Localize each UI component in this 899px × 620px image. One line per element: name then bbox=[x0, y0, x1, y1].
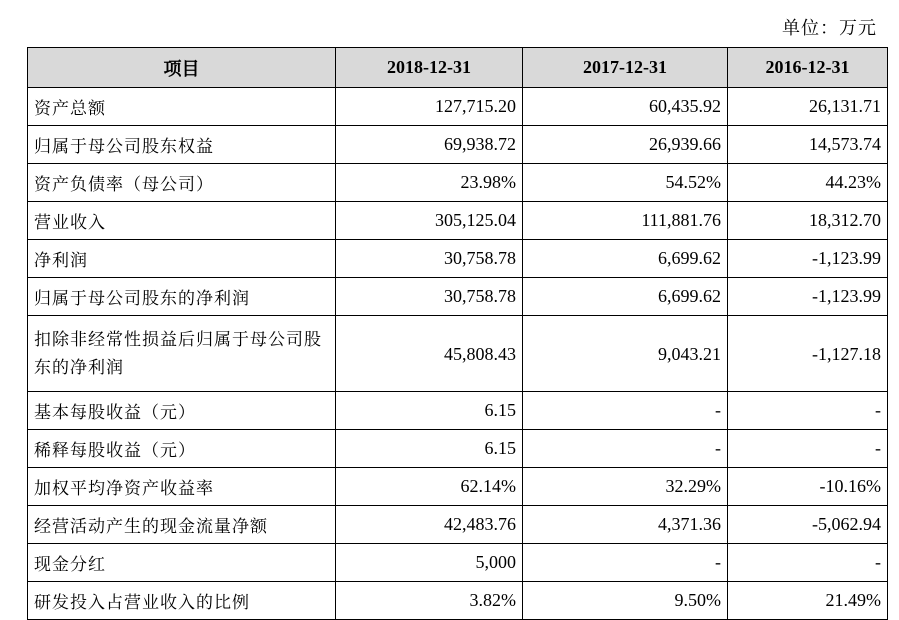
value-2016: -10.16% bbox=[728, 468, 888, 506]
value-2018: 23.98% bbox=[336, 164, 523, 202]
value-2016: 44.23% bbox=[728, 164, 888, 202]
value-2016: -1,123.99 bbox=[728, 278, 888, 316]
table-row bbox=[28, 392, 888, 430]
table-row bbox=[28, 544, 888, 582]
value-2016: -5,062.94 bbox=[728, 506, 888, 544]
row-label: 稀释每股收益（元） bbox=[28, 430, 336, 468]
table-row bbox=[28, 88, 888, 126]
row-label: 资产总额 bbox=[28, 88, 336, 126]
value-2018: 5,000 bbox=[336, 544, 523, 582]
table-row bbox=[28, 164, 888, 202]
value-2016: -1,127.18 bbox=[728, 316, 888, 392]
row-label: 基本每股收益（元） bbox=[28, 392, 336, 430]
header-2017: 2017-12-31 bbox=[523, 48, 728, 88]
table-row bbox=[28, 126, 888, 164]
row-label: 资产负债率（母公司） bbox=[28, 164, 336, 202]
table-header-row bbox=[28, 48, 888, 88]
value-2016: - bbox=[728, 544, 888, 582]
row-label: 营业收入 bbox=[28, 202, 336, 240]
row-label: 归属于母公司股东的净利润 bbox=[28, 278, 336, 316]
table-row bbox=[28, 240, 888, 278]
value-2017: - bbox=[523, 430, 728, 468]
value-2017: 4,371.36 bbox=[523, 506, 728, 544]
value-2017: 9.50% bbox=[523, 582, 728, 620]
value-2017: - bbox=[523, 392, 728, 430]
row-label: 扣除非经常性损益后归属于母公司股东的净利润 bbox=[28, 316, 336, 392]
value-2016: 14,573.74 bbox=[728, 126, 888, 164]
value-2018: 6.15 bbox=[336, 430, 523, 468]
financial-data-table bbox=[27, 47, 888, 620]
value-2018: 6.15 bbox=[336, 392, 523, 430]
value-2017: - bbox=[523, 544, 728, 582]
table-row bbox=[28, 316, 888, 392]
value-2018: 3.82% bbox=[336, 582, 523, 620]
value-2018: 30,758.78 bbox=[336, 278, 523, 316]
value-2018: 127,715.20 bbox=[336, 88, 523, 126]
value-2018: 45,808.43 bbox=[336, 316, 523, 392]
table-row bbox=[28, 430, 888, 468]
value-2018: 30,758.78 bbox=[336, 240, 523, 278]
unit-note: 单位：万元 bbox=[782, 18, 877, 39]
table-row bbox=[28, 278, 888, 316]
value-2018: 62.14% bbox=[336, 468, 523, 506]
table-row bbox=[28, 202, 888, 240]
row-label: 现金分红 bbox=[28, 544, 336, 582]
value-2018: 42,483.76 bbox=[336, 506, 523, 544]
value-2016: 18,312.70 bbox=[728, 202, 888, 240]
value-2017: 9,043.21 bbox=[523, 316, 728, 392]
value-2016: 21.49% bbox=[728, 582, 888, 620]
value-2017: 6,699.62 bbox=[523, 278, 728, 316]
value-2017: 26,939.66 bbox=[523, 126, 728, 164]
table-row bbox=[28, 506, 888, 544]
row-label: 经营活动产生的现金流量净额 bbox=[28, 506, 336, 544]
header-2018: 2018-12-31 bbox=[336, 48, 523, 88]
row-label: 净利润 bbox=[28, 240, 336, 278]
header-2016: 2016-12-31 bbox=[728, 48, 888, 88]
row-label: 归属于母公司股东权益 bbox=[28, 126, 336, 164]
header-item: 项目 bbox=[28, 48, 336, 88]
value-2017: 111,881.76 bbox=[523, 202, 728, 240]
value-2016: - bbox=[728, 430, 888, 468]
table-row bbox=[28, 582, 888, 620]
value-2016: 26,131.71 bbox=[728, 88, 888, 126]
value-2016: - bbox=[728, 392, 888, 430]
value-2017: 60,435.92 bbox=[523, 88, 728, 126]
row-label: 研发投入占营业收入的比例 bbox=[28, 582, 336, 620]
value-2018: 69,938.72 bbox=[336, 126, 523, 164]
value-2017: 54.52% bbox=[523, 164, 728, 202]
row-label: 加权平均净资产收益率 bbox=[28, 468, 336, 506]
value-2017: 32.29% bbox=[523, 468, 728, 506]
value-2017: 6,699.62 bbox=[523, 240, 728, 278]
value-2018: 305,125.04 bbox=[336, 202, 523, 240]
value-2016: -1,123.99 bbox=[728, 240, 888, 278]
table-row bbox=[28, 468, 888, 506]
